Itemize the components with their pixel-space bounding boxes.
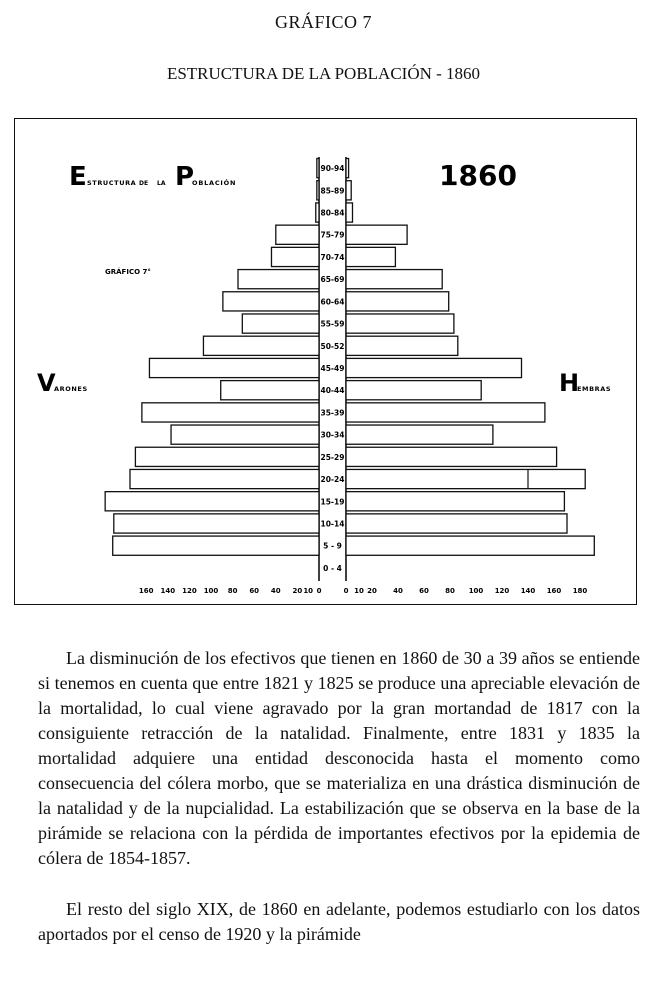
bar-female-90-94	[346, 159, 349, 178]
age-label: 20-24	[320, 475, 345, 485]
bar-female-85-89	[346, 181, 351, 200]
bar-female-25-29	[346, 447, 557, 466]
x-tick-male: 0	[316, 587, 322, 595]
x-tick-male: 60	[249, 587, 260, 595]
age-label: 30-34	[320, 430, 345, 440]
bar-female-75-79	[346, 225, 407, 244]
bar-male-30-34	[171, 425, 319, 444]
bar-female-65-69	[346, 270, 442, 289]
x-tick-female: 40	[393, 587, 403, 595]
bar-female-45-49	[346, 358, 522, 377]
bar-female-30-34	[346, 425, 493, 444]
x-tick-male: 100	[203, 587, 219, 595]
bar-female-20-24	[346, 469, 585, 488]
bar-female-55-59	[346, 314, 454, 333]
x-tick-female: 0	[343, 587, 349, 595]
title-word-4: OBLACIÓN	[192, 179, 237, 187]
bar-female-70-74	[346, 247, 395, 266]
bar-female-35-39	[346, 403, 545, 422]
title-word-1: STRUCTURA	[87, 179, 137, 187]
x-tick-female: 140	[520, 587, 536, 595]
bar-male-80-84	[316, 203, 319, 222]
age-label: 85-89	[320, 186, 345, 196]
bar-male-40-44	[221, 381, 319, 400]
age-label: 75-79	[320, 230, 345, 240]
bar-male-85-89	[317, 181, 319, 200]
bar-male-55-59	[242, 314, 319, 333]
bar-male-75-79	[276, 225, 319, 244]
bar-male-90-94	[317, 159, 319, 178]
age-label: 65-69	[320, 275, 345, 285]
age-label: 90-94	[320, 164, 345, 174]
x-tick-male: 80	[227, 587, 238, 595]
bar-male-15-19	[105, 492, 319, 511]
bar-male-70-74	[271, 247, 319, 266]
x-tick-male: 120	[182, 587, 197, 595]
x-tick-female: 160	[546, 587, 562, 595]
paragraph-2: El resto del siglo XIX, de 1860 en adelante, podemos estudiarlo con los datos aportados por el censo de 1920 y la pirámide	[38, 899, 640, 944]
age-label: 45-49	[320, 364, 345, 373]
title-word-3: LA	[157, 180, 166, 187]
paragraph-1: La disminución de los efectivos que tienen en 1860 de 30 a 39 años se entiende si tenemos en cuenta que entre 1821 y 1825 se produce una apreciable elevación de la mortalidad, lo cual viene agravado por la gran mortandad de 1817 con la consiguiente retracción de la natalidad. Finalmente, entre 1831 y 1835 la mortalidad adquiere una entidad desconocida hasta el momento como consecuencia del cólera morbo, que se materializa en una drástica disminución de la natalidad y de la nupcialidad. La estabilización que se observa en la base de la pirámide se relaciona con la pérdida de importantes efectivos por la epidemia de cólera de 1854-1857.	[38, 648, 640, 868]
age-label: 5 - 9	[323, 541, 342, 551]
age-label: 80-84	[320, 208, 345, 218]
inner-label: GRÁFICO 7°	[105, 268, 151, 276]
population-pyramid-chart	[15, 119, 635, 603]
bar-female-50-54	[346, 336, 458, 355]
x-tick-female: 60	[419, 587, 429, 595]
bar-male-60-64	[223, 292, 319, 311]
figure-label: GRÁFICO 7	[274, 12, 372, 32]
x-tick-female: 10	[354, 587, 364, 595]
bar-male-45-49	[149, 358, 319, 377]
bar-male-20-24	[130, 469, 319, 488]
age-label: 10-14	[320, 519, 345, 529]
label-varones-initial: V	[37, 369, 56, 397]
age-label: 15-19	[320, 497, 345, 507]
x-tick-male: 160	[138, 587, 154, 595]
x-tick-female: 80	[445, 587, 455, 595]
age-label: 70-74	[320, 252, 345, 262]
age-label: 40-44	[320, 386, 345, 396]
chart-frame	[14, 118, 637, 605]
bar-male-35-39	[142, 403, 319, 422]
bar-male-50-54	[203, 336, 319, 355]
bar-female-40-44	[346, 381, 481, 400]
x-tick-female: 20	[367, 587, 377, 595]
x-tick-female: 120	[494, 587, 510, 595]
bar-female-10-14	[346, 514, 567, 533]
bar-female-5-9	[346, 536, 594, 555]
title-word-2: DE	[139, 180, 149, 187]
label-varones-rest: ARONES	[54, 385, 88, 393]
age-label: 50-52	[320, 341, 345, 351]
bar-male-10-14	[114, 514, 319, 533]
bar-female-60-64	[346, 292, 449, 311]
bar-female-15-19	[346, 492, 564, 511]
bar-female-80-84	[346, 203, 353, 222]
age-label: 35-39	[320, 408, 345, 418]
title-initial-e: E	[69, 162, 87, 192]
x-tick-female: 180	[572, 587, 588, 595]
age-label: 55-59	[320, 319, 345, 329]
age-label: 60-64	[320, 297, 345, 307]
title-initial-p: P	[175, 162, 195, 192]
label-hembras-initial: H	[559, 369, 580, 397]
x-tick-male: 20	[292, 587, 303, 595]
label-hembras-rest: EMBRAS	[577, 385, 612, 393]
chart-year: 1860	[439, 159, 517, 192]
x-tick-male: 10	[303, 587, 314, 595]
bar-male-65-69	[238, 270, 319, 289]
age-label: 25-29	[320, 452, 345, 462]
x-tick-female: 100	[468, 587, 484, 595]
bar-male-5-9	[113, 536, 319, 555]
x-tick-male: 40	[270, 587, 281, 595]
x-tick-male: 140	[160, 587, 176, 595]
age-label: 0 - 4	[323, 563, 342, 573]
bar-male-25-29	[135, 447, 319, 466]
figure-title: ESTRUCTURA DE LA POBLACIÓN - 1860	[166, 64, 481, 83]
